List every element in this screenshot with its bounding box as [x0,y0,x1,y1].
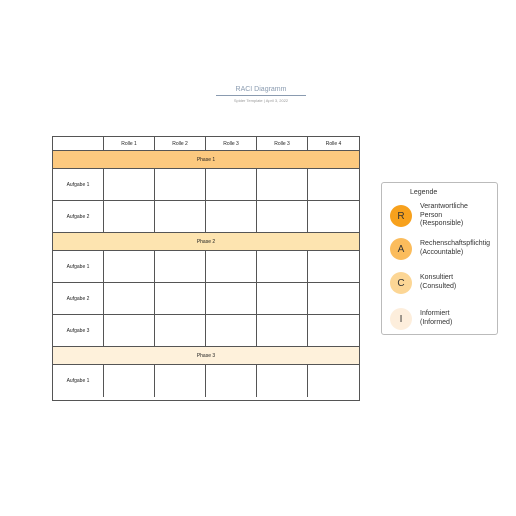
legend-circle-icon: A [390,238,412,260]
assignment-cell[interactable] [104,251,155,282]
assignment-cell[interactable] [155,251,206,282]
task-row [53,283,359,315]
legend-label-line: (Consulted) [420,282,457,290]
task-label: Aufgabe 1 [53,365,104,397]
assignment-cell[interactable] [155,365,206,397]
task-label: Aufgabe 3 [53,315,104,346]
task-row [53,201,359,233]
phase-label: Phase 3 [196,352,216,359]
assignment-cell[interactable] [104,315,155,346]
assignment-cell[interactable] [308,251,359,282]
legend-circle-icon: C [390,272,412,294]
corner-cell [53,137,104,150]
assignment-cell[interactable] [308,201,359,232]
assignment-cell[interactable] [155,283,206,314]
assignment-cell[interactable] [257,201,308,232]
phase-row [53,233,359,251]
legend-label [420,310,452,327]
assignment-cell[interactable] [206,251,257,282]
legend-label [420,274,456,291]
legend-circle-icon: I [390,308,412,330]
legend-circle-icon: R [390,205,412,227]
role-header: Rolle 1 [104,137,155,150]
legend-item [390,272,496,300]
phase-row [53,151,359,169]
role-header: Rolle 3 [206,137,257,150]
assignment-cell[interactable] [104,283,155,314]
task-label: Aufgabe 1 [53,251,104,282]
assignment-cell[interactable] [104,169,155,200]
role-header: Rolle 4 [325,140,342,147]
assignment-cell[interactable] [308,169,359,200]
assignment-cell[interactable] [206,315,257,346]
legend-panel [381,182,498,335]
legend-label-line: Rechenschaftspflichtig [420,240,491,247]
assignment-cell[interactable] [308,315,359,346]
raci-matrix [52,136,360,401]
assignment-cell[interactable] [104,365,155,397]
legend-label-line: Person [420,211,443,219]
assignment-cell[interactable] [257,251,308,282]
legend-label [420,240,490,257]
diagram-title [216,86,306,96]
legend-item [390,308,496,336]
legend-label-line: Verantwortliche [420,203,468,210]
assignment-cell[interactable] [257,283,308,314]
assignment-cell[interactable] [155,169,206,200]
task-row [53,169,359,201]
title-text: RACI Diagramm [235,86,287,93]
task-label: Aufgabe 1 [53,169,104,200]
legend-item [390,205,496,233]
legend-label-line: Konsultiert [420,274,454,281]
legend-label-line: (Informed) [420,318,453,326]
assignment-cell[interactable] [104,201,155,232]
assignment-cell[interactable] [206,169,257,200]
phase-row [53,347,359,365]
legend-item [390,238,496,266]
diagram-subtitle: Spider Template | April 3, 2022 [233,98,289,103]
role-header: Rolle 2 [155,137,206,150]
role-header: Rolle 3 [257,137,308,150]
task-label: Aufgabe 2 [53,201,104,232]
header-row [53,137,359,151]
assignment-cell[interactable] [155,201,206,232]
assignment-cell[interactable] [206,283,257,314]
assignment-cell[interactable] [257,315,308,346]
phase-label: Phase 1 [196,156,216,163]
assignment-cell[interactable] [206,201,257,232]
legend-label-line: (Accountable) [420,248,464,256]
task-row [53,315,359,347]
legend-label-line: Informiert [420,310,450,317]
assignment-cell[interactable] [308,365,359,397]
task-row [53,365,359,397]
assignment-cell[interactable] [257,169,308,200]
task-row [53,251,359,283]
assignment-cell[interactable] [155,315,206,346]
assignment-cell[interactable] [308,283,359,314]
phase-label: Phase 2 [196,238,216,245]
legend-label [420,203,468,229]
title-underline [216,95,306,96]
task-label: Aufgabe 2 [53,283,104,314]
assignment-cell[interactable] [206,365,257,397]
legend-label-line: (Responsible) [420,220,464,227]
legend-title: Legende [410,189,438,196]
assignment-cell[interactable] [257,365,308,397]
